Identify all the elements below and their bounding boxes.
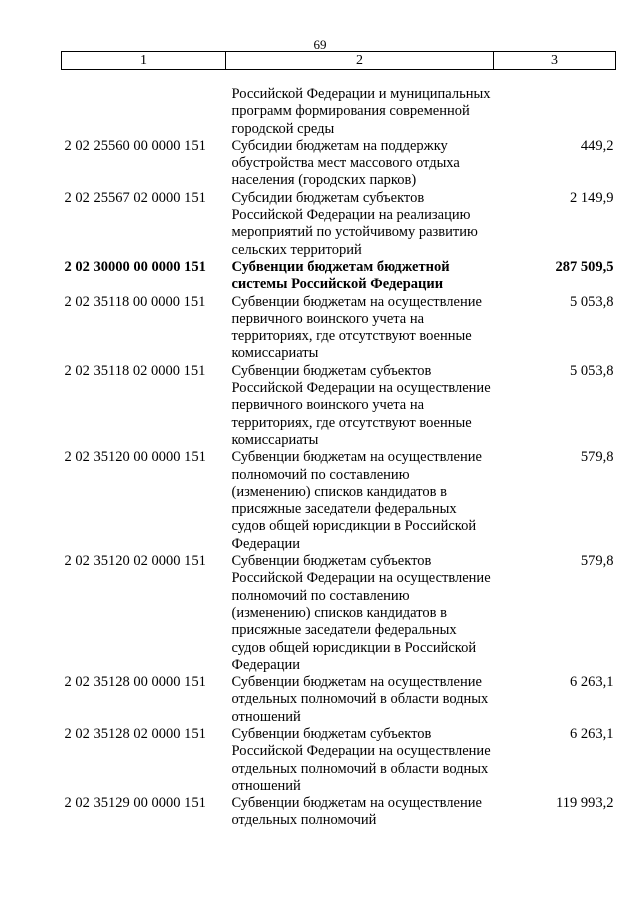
budget-code: 2 02 35118 00 0000 151 xyxy=(64,293,206,310)
table-row xyxy=(62,553,616,674)
item-name: Субвенции бюджетам на осуществление первичного воинского учета на территориях, где отсутствуют военные комиссариаты xyxy=(231,293,482,362)
item-name: Субсидии бюджетам субъектов Российской Федерации на реализацию мероприятий по устойчивому развитию сельских территорий xyxy=(231,189,478,258)
budget-code: 2 02 25567 02 0000 151 xyxy=(64,189,206,206)
item-name: Субвенции бюджетам субъектов Российской Федерации на осуществление первичного воинского учета на территориях, где отсутствуют военные комиссариаты xyxy=(231,362,491,448)
item-name: Субвенции бюджетам на осуществление отдельных полномочий в области водных отношений xyxy=(231,674,489,725)
item-name: Субвенции бюджетам на осуществление полномочий по составлению (изменению) списков кандидатов в присяжные заседатели федеральных судов общей юрисдикции в Российской Федерации xyxy=(231,449,482,552)
table-row xyxy=(62,674,616,726)
item-name: Российской Федерации и муниципальных программ формирования современной городской среды xyxy=(231,86,491,137)
header-row xyxy=(62,52,616,70)
item-amount: 579,8 xyxy=(580,553,614,570)
table-header xyxy=(62,52,616,70)
item-amount: 2 149,9 xyxy=(570,189,614,206)
table-row xyxy=(62,138,616,190)
budget-code xyxy=(62,86,226,138)
budget-code: 2 02 35120 02 0000 151 xyxy=(64,553,206,570)
revenue-table xyxy=(61,51,616,830)
item-amount: 6 263,1 xyxy=(570,674,614,691)
table-row xyxy=(62,726,616,795)
item-amount: 287 509,5 xyxy=(555,258,614,275)
item-amount: 119 993,2 xyxy=(556,795,614,812)
budget-code: 2 02 35129 00 0000 151 xyxy=(64,795,206,812)
table-row xyxy=(62,449,616,553)
budget-code: 2 02 30000 00 0000 151 xyxy=(64,258,206,275)
budget-code: 2 02 35118 02 0000 151 xyxy=(64,362,206,379)
item-amount: 5 053,8 xyxy=(570,293,614,310)
item-name: Субвенции бюджетам на осуществление отдельных полномочий xyxy=(231,795,482,829)
column-header-code: 1 xyxy=(62,52,226,70)
table-body xyxy=(62,70,616,830)
item-name: Субсидии бюджетам на поддержку обустройства мест массового отдыха населения (городских парков) xyxy=(231,137,460,189)
item-amount: 579,8 xyxy=(580,449,614,466)
table-spacer-row xyxy=(62,70,616,87)
page-number: 69 xyxy=(313,37,327,52)
budget-code: 2 02 35128 02 0000 151 xyxy=(64,725,206,742)
column-header-amount: 3 xyxy=(494,52,616,70)
item-name: Субвенции бюджетам субъектов Российской Федерации на осуществление отдельных полномочий в области водных отношений xyxy=(231,725,491,794)
table-row xyxy=(62,190,616,259)
column-header-name: 2 xyxy=(226,52,494,70)
table-row-subtotal xyxy=(62,259,616,294)
table-row xyxy=(62,86,616,138)
table-row xyxy=(62,795,616,830)
item-name: Субвенции бюджетам субъектов Российской Федерации на осуществление полномочий по составлению (изменению) списков кандидатов в присяжные заседатели федеральных судов общей юрисдикции в Российской Федерации xyxy=(231,553,491,673)
table-row xyxy=(62,363,616,449)
budget-code: 2 02 25560 00 0000 151 xyxy=(64,137,206,154)
item-amount: 6 263,1 xyxy=(570,725,614,742)
item-amount: 5 053,8 xyxy=(570,362,614,379)
budget-code: 2 02 35128 00 0000 151 xyxy=(64,674,206,691)
item-amount xyxy=(494,86,616,138)
table-row xyxy=(62,294,616,363)
budget-code: 2 02 35120 00 0000 151 xyxy=(64,449,206,466)
item-name: Субвенции бюджетам бюджетной системы Российской Федерации xyxy=(231,258,450,293)
item-amount: 449,2 xyxy=(580,137,614,154)
